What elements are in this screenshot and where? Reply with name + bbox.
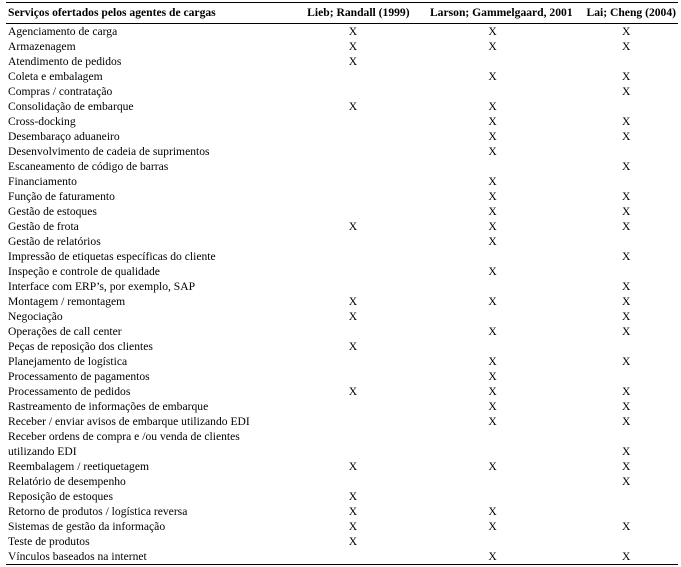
table-row <box>6 69 678 84</box>
header-services: Serviços ofertados pelos agentes de cargas <box>8 6 216 19</box>
mark-cell <box>295 369 411 384</box>
table-row <box>6 234 678 249</box>
mark-cell: X <box>488 355 497 368</box>
mark-cell <box>295 159 411 174</box>
mark-cell <box>295 444 411 459</box>
table-row <box>6 84 678 99</box>
service-name-cell: Sistemas de gestão da informação <box>8 520 166 533</box>
mark-cell: X <box>348 385 358 398</box>
mark-cell <box>574 489 678 504</box>
table-row <box>6 264 678 279</box>
mark-cell <box>411 429 575 444</box>
mark-cell <box>295 234 411 249</box>
mark-cell: X <box>348 25 358 38</box>
mark-cell: X <box>621 85 631 98</box>
mark-cell <box>295 249 411 264</box>
mark-cell <box>411 84 575 99</box>
header-lieb-randall: Lieb; Randall (1999) <box>307 6 410 19</box>
mark-cell: X <box>488 520 497 533</box>
table-row <box>6 504 678 519</box>
mark-cell <box>411 339 575 354</box>
mark-cell: X <box>488 205 497 218</box>
mark-cell: X <box>621 130 631 143</box>
mark-cell: X <box>348 505 358 518</box>
service-name-cell: Desenvolvimento de cadeia de suprimentos <box>8 145 210 158</box>
mark-cell: X <box>488 130 497 143</box>
service-name-cell: Receber / enviar avisos de embarque utilizando EDI <box>8 415 250 428</box>
table-row <box>6 444 678 459</box>
mark-cell: X <box>621 250 631 263</box>
service-name-cell: utilizando EDI <box>8 445 77 458</box>
service-name-cell: Agenciamento de carga <box>8 25 118 38</box>
mark-cell <box>411 54 575 69</box>
service-name-cell: Reembalagem / reetiquetagem <box>8 460 149 473</box>
mark-cell <box>574 234 678 249</box>
mark-cell: X <box>488 295 497 308</box>
mark-cell <box>574 54 678 69</box>
mark-cell: X <box>348 40 358 53</box>
mark-cell <box>574 339 678 354</box>
table-row <box>6 474 678 489</box>
service-name-cell: Financiamento <box>8 175 77 188</box>
mark-cell <box>295 204 411 219</box>
table-row <box>6 489 678 504</box>
table-row <box>6 414 678 429</box>
service-name-cell: Gestão de frota <box>8 220 79 233</box>
mark-cell <box>574 144 678 159</box>
table-row <box>6 339 678 354</box>
mark-cell: X <box>488 325 497 338</box>
mark-cell: X <box>621 25 631 38</box>
service-name-cell: Teste de produtos <box>8 535 90 548</box>
mark-cell: X <box>488 190 497 203</box>
mark-cell: X <box>348 55 358 68</box>
services-table <box>6 2 678 565</box>
mark-cell: X <box>348 460 358 473</box>
mark-cell <box>411 159 575 174</box>
table-row <box>6 39 678 54</box>
table-row <box>6 519 678 534</box>
table-header <box>6 3 678 23</box>
table-row <box>6 534 678 549</box>
table-row <box>6 159 678 174</box>
service-name-cell: Processamento de pedidos <box>8 385 131 398</box>
mark-cell: X <box>488 415 497 428</box>
mark-cell: X <box>488 400 497 413</box>
table-row <box>6 54 678 69</box>
mark-cell: X <box>621 40 631 53</box>
mark-cell: X <box>621 385 631 398</box>
mark-cell: X <box>621 310 631 323</box>
service-name-cell: Função de faturamento <box>8 190 115 203</box>
table-row <box>6 324 678 339</box>
mark-cell: X <box>621 280 631 293</box>
mark-cell: X <box>621 115 631 128</box>
service-name-cell: Impressão de etiquetas específicas do cliente <box>8 250 216 263</box>
mark-cell <box>411 534 575 549</box>
service-name-cell: Interface com ERP’s, por exemplo, SAP <box>8 280 196 293</box>
header-larson-gammelgaard: Larson; Gammelgaard, 2001 <box>429 6 573 19</box>
mark-cell: X <box>621 355 631 368</box>
mark-cell: X <box>621 475 631 488</box>
mark-cell: X <box>621 520 631 533</box>
table-row <box>6 369 678 384</box>
table-row <box>6 384 678 399</box>
service-name-cell: Gestão de relatórios <box>8 235 101 248</box>
table-row <box>6 204 678 219</box>
mark-cell: X <box>488 235 497 248</box>
service-name-cell: Peças de reposição dos clientes <box>8 340 153 353</box>
service-name-cell: Operações de call center <box>8 325 122 338</box>
mark-cell <box>574 264 678 279</box>
service-name-cell: Vínculos baseados na internet <box>8 550 147 563</box>
mark-cell <box>295 144 411 159</box>
service-name-cell: Desembaraço aduaneiro <box>8 130 120 143</box>
mark-cell <box>411 444 575 459</box>
mark-cell: X <box>488 100 497 113</box>
table-row <box>6 279 678 294</box>
table-row <box>6 294 678 309</box>
mark-cell <box>295 429 411 444</box>
mark-cell: X <box>488 265 497 278</box>
mark-cell <box>295 114 411 129</box>
mark-cell <box>295 174 411 189</box>
service-name-cell: Negociação <box>8 310 63 323</box>
service-name-cell: Compras / contratação <box>8 85 113 98</box>
mark-cell <box>295 354 411 369</box>
mark-cell <box>574 504 678 519</box>
table-row <box>6 189 678 204</box>
mark-cell: X <box>621 205 631 218</box>
mark-cell <box>295 129 411 144</box>
mark-cell <box>295 474 411 489</box>
service-name-cell: Relatório de desempenho <box>8 475 126 488</box>
mark-cell <box>295 549 411 564</box>
table-row <box>6 459 678 474</box>
service-name-cell: Receber ordens de compra e /ou venda de clientes <box>8 430 240 443</box>
service-name-cell: Processamento de pagamentos <box>8 370 150 383</box>
mark-cell <box>295 399 411 414</box>
mark-cell: X <box>621 70 631 83</box>
mark-cell: X <box>621 445 631 458</box>
mark-cell: X <box>488 370 497 383</box>
mark-cell <box>411 309 575 324</box>
service-name-cell: Escaneamento de código de barras <box>8 160 169 173</box>
mark-cell: X <box>488 40 497 53</box>
mark-cell: X <box>488 25 497 38</box>
service-name-cell: Coleta e embalagem <box>8 70 103 83</box>
table-row <box>6 249 678 264</box>
table-row <box>6 309 678 324</box>
mark-cell: X <box>488 220 497 233</box>
mark-cell: X <box>348 295 358 308</box>
mark-cell: X <box>348 220 358 233</box>
mark-cell <box>411 249 575 264</box>
service-name-cell: Armazenagem <box>8 40 76 53</box>
table-row <box>6 429 678 444</box>
mark-cell: X <box>348 490 358 503</box>
table-row <box>6 399 678 414</box>
mark-cell: X <box>348 340 358 353</box>
mark-cell <box>574 534 678 549</box>
mark-cell <box>411 474 575 489</box>
mark-cell <box>295 189 411 204</box>
mark-cell <box>574 174 678 189</box>
service-name-cell: Cross-docking <box>8 115 76 128</box>
mark-cell <box>574 369 678 384</box>
service-name-cell: Gestão de estoques <box>8 205 97 218</box>
table-row <box>6 174 678 189</box>
table-row <box>6 354 678 369</box>
header-lai-cheng: Lai; Cheng (2004) <box>586 6 676 19</box>
service-name-cell: Retorno de produtos / logística reversa <box>8 505 188 518</box>
table-row <box>6 129 678 144</box>
mark-cell: X <box>488 115 497 128</box>
mark-cell <box>295 264 411 279</box>
service-name-cell: Planejamento de logística <box>8 355 128 368</box>
mark-cell: X <box>488 70 497 83</box>
table-row <box>6 144 678 159</box>
service-name-cell: Reposição de estoques <box>8 490 113 503</box>
bottom-rule <box>6 564 678 565</box>
table-row <box>6 219 678 234</box>
mark-cell: X <box>488 175 497 188</box>
mark-cell: X <box>488 385 497 398</box>
table-row <box>6 549 678 564</box>
mark-cell: X <box>488 460 497 473</box>
mark-cell: X <box>621 415 631 428</box>
mark-cell <box>574 99 678 114</box>
mark-cell <box>574 429 678 444</box>
service-name-cell: Rastreamento de informações de embarque <box>8 400 209 413</box>
mark-cell <box>295 69 411 84</box>
mark-cell: X <box>348 310 358 323</box>
service-name-cell: Atendimento de pedidos <box>8 55 122 68</box>
mark-cell <box>411 489 575 504</box>
mark-cell: X <box>621 460 631 473</box>
mark-cell: X <box>348 100 358 113</box>
mark-cell: X <box>621 325 631 338</box>
table-row <box>6 114 678 129</box>
mark-cell: X <box>621 295 631 308</box>
service-name-cell: Consolidação de embarque <box>8 100 134 113</box>
table-row <box>6 99 678 114</box>
table-body <box>6 24 678 564</box>
mark-cell: X <box>488 505 497 518</box>
service-name-cell: Inspeção e controle de qualidade <box>8 265 160 278</box>
mark-cell: X <box>621 190 631 203</box>
mark-cell: X <box>621 550 631 563</box>
mark-cell: X <box>488 145 497 158</box>
mark-cell: X <box>348 520 358 533</box>
mark-cell <box>295 324 411 339</box>
mark-cell: X <box>488 550 497 563</box>
mark-cell: X <box>621 220 631 233</box>
mark-cell <box>295 279 411 294</box>
service-name-cell: Montagem / remontagem <box>8 295 126 308</box>
mark-cell <box>295 414 411 429</box>
mark-cell: X <box>621 400 631 413</box>
mark-cell: X <box>621 160 631 173</box>
mark-cell <box>411 279 575 294</box>
mark-cell: X <box>348 535 358 548</box>
table-row <box>6 24 678 39</box>
mark-cell <box>295 84 411 99</box>
